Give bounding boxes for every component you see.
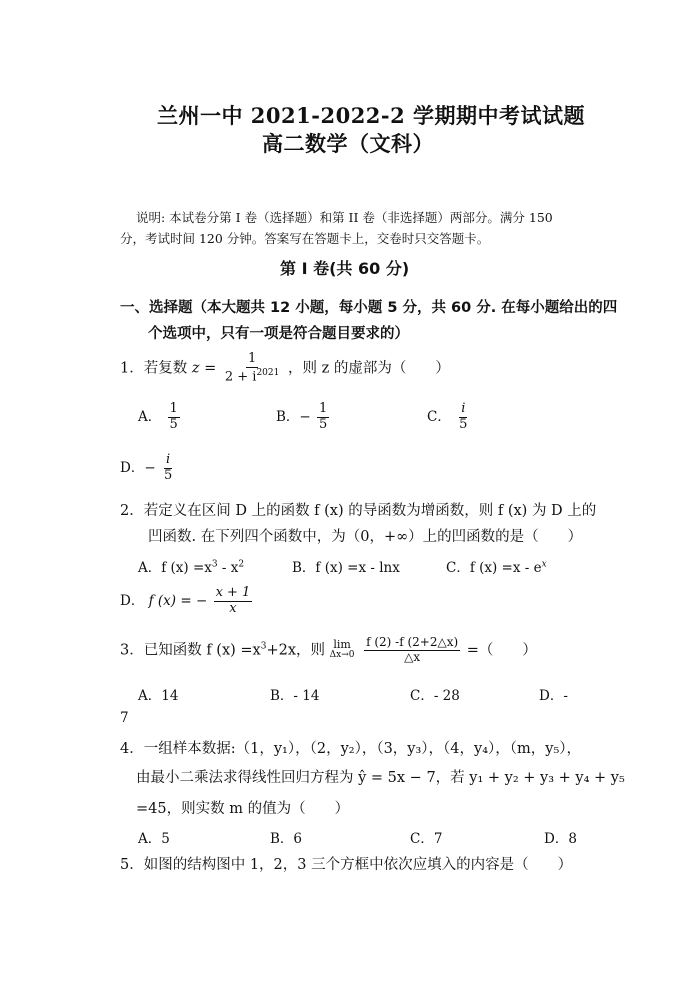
instructions-line-1: 说明: 本试卷分第 I 卷（选择题）和第 II 卷（非选择题）两部分。满分 150 (136, 210, 553, 225)
question-4-option-d: D．8 (544, 831, 577, 847)
section-instructions-line-2: 个选项中，只有一项是符合题目要求的） (148, 326, 409, 342)
question-2-option-a: A．f $(x) =x^3 - x^2$ (138, 559, 245, 576)
question-1-option-d: D．− $\frac{i}{5}$ (120, 452, 173, 483)
question-3-stem: 3．已知函数 f $(x) =x^3+2x$，则 lim Δx→0 $\frac{f (2) -f (2+2\triangle x)}{\triangle x}$ =（ ） (120, 635, 537, 664)
question-2-stem-line-2: 凹函数. 在下列四个函数中，为（0，+∞）上的凹函数的是（ ） (148, 529, 583, 545)
question-4-option-a: A．5 (138, 831, 170, 847)
question-2-stem-line-1: 2．若定义在区间 D 上的函数 f (x) 的导函数为增函数，则 f (x) 为 D 上的 (120, 503, 597, 519)
limit-operator: lim Δx→0 (329, 638, 355, 661)
question-5-stem: 5．如图的结构图中 1，2，3 三个方框中依次应填入的内容是（ ） (120, 857, 573, 873)
question-2-option-b: B．f (x) =x - lnx (292, 560, 400, 576)
question-3-option-a: A．14 (138, 688, 179, 704)
instructions-line-2: 分，考试时间 120 分钟。答案写在答题卡上，交卷时只交答题卡。 (120, 231, 490, 246)
question-4-stem-line-2: 由最小二乘法求得线性回归方程为 ŷ = 5x − 7，若 y₁ + y₂ + y₃ + y₄ + y₅ (136, 770, 625, 786)
question-3-fraction: $\frac{f (2) -f (2+2\triangle x)}{\triangle x}$ (366, 635, 459, 664)
question-2-option-d: D． f (x) = − $\frac{x + 1}{x}$ (120, 585, 251, 616)
question-4-stem-line-3: =45，则实数 m 的值为（ ） (136, 801, 350, 817)
question-3-option-d-wrap: 7 (120, 710, 129, 726)
question-1-stem: 1．若复数 z = $\frac{1}{2 + i^{2021}}$ ，则 z 的虚部为（ ） (120, 351, 450, 385)
question-2-option-c: C．f $(x) =x - e^x$ (446, 559, 547, 576)
question-3-option-b: B．- 14 (270, 688, 320, 704)
exam-title: 兰州一中 2021-2022-2 学期期中考试试题 (157, 103, 586, 128)
question-4-option-c: C．7 (410, 831, 443, 847)
section-instructions-line-1: 一、选择题（本大题共 12 小题，每小题 5 分，共 60 分. 在每小题给出的四 (120, 300, 618, 316)
question-1-option-c: C． $\frac{i}{5}$ (427, 401, 468, 432)
question-4-stem-line-1: 4．一组样本数据:（1，y₁），（2，y₂），（3，y₃），（4，y₄），（m，y₅）， (120, 741, 582, 757)
question-1-fraction: $\frac{1}{2 + i^{2021}}$ (224, 351, 280, 385)
question-4-option-b: B．6 (270, 831, 303, 847)
question-3-option-d: D．- (539, 688, 568, 704)
question-1-option-b: B．− $\frac{1}{5}$ (276, 401, 328, 432)
question-3-option-c: C．- 28 (410, 688, 460, 704)
part-heading: 第 I 卷(共 60 分) (280, 259, 410, 278)
question-1-option-a: A． $\frac{1}{5}$ (138, 401, 178, 432)
exam-subtitle: 高二数学（文科） (262, 131, 434, 156)
